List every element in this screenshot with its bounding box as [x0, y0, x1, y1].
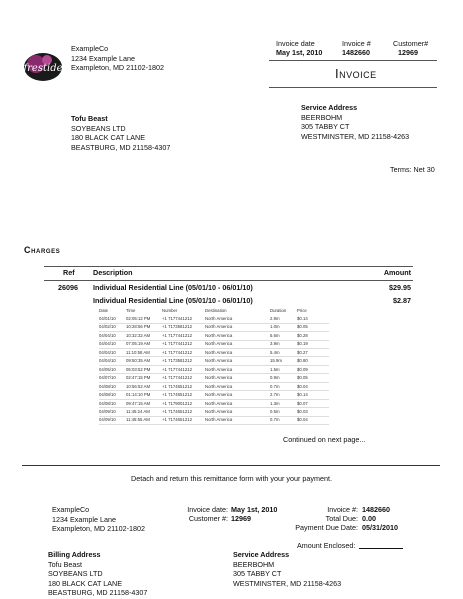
detail-row-divider — [99, 331, 329, 332]
detail-cell-time: 02:05:12 PM — [126, 316, 151, 321]
customer-name: Tofu Beast — [71, 114, 108, 123]
detail-cell-number: +1 7173581212 — [162, 324, 192, 330]
customer-line-3: BEASTBURG, MD 21158-4307 — [71, 142, 171, 152]
customer-line-2: 180 BLACK CAT LANE — [71, 133, 146, 143]
detail-cell-time: 11:45:24 AM — [126, 408, 150, 414]
detail-cell-dur: 1.3m — [270, 400, 280, 406]
service-address-line-3: WESTMINSTER, MD 21158-4263 — [301, 131, 410, 141]
remit-invoice-date-label: Invoice date: — [187, 505, 228, 514]
detail-cell-price: $0.05 — [297, 375, 308, 381]
detail-row-divider — [99, 356, 329, 357]
remit-billing-label: Billing Address — [48, 550, 101, 559]
detail-cell-time: 05:03:52 PM — [126, 366, 151, 372]
detail-cell-number: +1 7173581212 — [162, 358, 192, 364]
detail-cell-number: +1 7177441212 — [162, 349, 192, 355]
service-address-line-1: BEERBOHM — [301, 112, 343, 122]
detail-cell-number: +1 7177441212 — [162, 341, 192, 347]
detail-cell-dur: 1.0m — [270, 324, 280, 330]
remit-company-name: ExampleCo — [52, 505, 90, 514]
detail-cell-price: $0.14 — [297, 392, 308, 398]
detail-cell-number: +1 7174651212 — [162, 417, 192, 423]
detail-cell-time: 10:56:52 AM — [126, 383, 151, 389]
remit-company-address-1: 1234 Example Lane — [52, 514, 116, 524]
call-detail-row — [99, 350, 339, 356]
detail-cell-time: 09:50:35 AM — [126, 358, 151, 364]
charges-rule-mid — [44, 280, 413, 281]
detail-cell-date: 04/08/10 — [99, 392, 116, 398]
detail-cell-date: 04/09/10 — [99, 417, 116, 423]
charge-description: Individual Residential Line (05/01/10 - 06/01/10) — [93, 283, 253, 292]
remit-company-address-2: Exampleton, MD 21102-1802 — [52, 524, 145, 534]
detail-cell-dest: North America — [205, 392, 233, 398]
detail-col-time: Time — [126, 308, 136, 313]
invoice-number-value: 1482660 — [342, 48, 370, 57]
remit-billing-line-4: BEASTBURG, MD 21158-4307 — [48, 588, 148, 598]
detail-cell-dest: North America — [205, 366, 233, 372]
detail-cell-number: +1 7179001212 — [162, 400, 192, 406]
detail-cell-dest: North America — [205, 408, 233, 414]
detail-cell-dest: North America — [205, 332, 233, 338]
detail-cell-date: 04/01/10 — [99, 316, 116, 321]
company-block — [71, 44, 164, 73]
call-detail-row — [99, 341, 339, 347]
detail-row-divider — [99, 373, 329, 374]
detail-cell-date: 04/04/10 — [99, 349, 116, 355]
remit-invoice-date-value: May 1st, 2010 — [231, 505, 278, 514]
detail-cell-dest: North America — [205, 341, 233, 347]
detail-cell-price: $0.04 — [297, 383, 308, 389]
remit-company-block — [52, 505, 145, 534]
remit-payment-due-value: 05/31/2010 — [362, 523, 398, 532]
detail-cell-date: 04/08/10 — [99, 383, 116, 389]
remit-invoice-number-value: 1482660 — [362, 505, 390, 514]
detail-row-divider — [99, 382, 329, 383]
remit-total-due-label: Total Due: — [325, 514, 358, 523]
continued-note: Continued on next page... — [283, 435, 366, 444]
detail-cell-price: $0.09 — [297, 366, 308, 372]
detail-row-divider — [99, 407, 329, 408]
detail-cell-number: +1 7174651212 — [162, 383, 192, 389]
detail-cell-time: 11:45:55 AM — [126, 417, 150, 423]
detail-cell-number: +1 7177441212 — [162, 332, 192, 338]
detail-cell-number: +1 7174651212 — [162, 408, 192, 414]
invoice-date-value: May 1st, 2010 — [276, 48, 323, 57]
detail-cell-time: 02:47:15 PM — [126, 375, 151, 381]
detail-cell-date: 04/02/10 — [99, 324, 116, 330]
detail-cell-dur: 2.7m — [270, 392, 280, 398]
remit-payment-due-label: Payment Due Date: — [295, 523, 358, 532]
remit-billing-block — [48, 550, 147, 598]
remit-billing-line-1: Tofu Beast — [48, 559, 82, 569]
detail-cell-price: $0.28 — [297, 332, 308, 338]
call-detail-row — [99, 384, 339, 390]
detail-cell-time: 07:05:19 AM — [126, 341, 151, 347]
detail-cell-date: 04/09/10 — [99, 408, 116, 414]
detail-cell-date: 04/04/10 — [99, 358, 116, 364]
detail-cell-dest: North America — [205, 316, 233, 321]
detail-cell-price: $0.14 — [297, 316, 308, 321]
call-detail-row — [99, 358, 339, 364]
detail-row-divider — [99, 348, 329, 349]
detail-cell-dest: North America — [205, 349, 233, 355]
charges-rule-top — [44, 266, 413, 267]
col-description: Description — [93, 268, 133, 277]
call-detail-row — [99, 316, 339, 322]
call-detail-headers — [99, 308, 339, 314]
detail-cell-price: $0.80 — [297, 358, 308, 364]
customer-number-label: Customer# — [393, 39, 429, 48]
detail-cell-dest: North America — [205, 375, 233, 381]
detail-cell-dur: 0.5m — [270, 408, 280, 414]
call-detail-row — [99, 417, 339, 423]
charge-description: Individual Residential Line (05/01/10 - 06/01/10) — [93, 296, 253, 305]
detail-cell-dur: 3.9m — [270, 341, 280, 347]
col-amount: Amount — [383, 268, 411, 277]
remit-invoice-number-label: Invoice #: — [327, 505, 358, 514]
detail-row-divider — [99, 416, 329, 417]
remit-billing-line-3: 180 BLACK CAT LANE — [48, 578, 123, 588]
logo-text: frestide — [23, 63, 63, 74]
detail-cell-date: 04/04/10 — [99, 332, 116, 338]
amount-enclosed-label: Amount Enclosed: — [297, 541, 356, 550]
detail-cell-date: 04/07/10 — [99, 375, 116, 381]
company-address-2: Exampleton, MD 21102-1802 — [71, 63, 164, 73]
company-logo — [23, 52, 63, 82]
call-detail-row — [99, 333, 339, 339]
detail-cell-dur: 0.7m — [270, 383, 280, 389]
detail-cell-date: 04/04/10 — [99, 341, 116, 347]
call-detail-row — [99, 375, 339, 381]
detail-col-price: Price — [297, 308, 307, 313]
detail-col-destination: Destination — [205, 308, 227, 313]
call-detail-row — [99, 392, 339, 398]
terms: Terms: Net 30 — [390, 165, 435, 174]
detail-cell-dur: 2.9m — [270, 316, 280, 321]
detail-cell-time: 10:32:32 AM — [126, 332, 151, 338]
detail-col-number: Number — [162, 308, 178, 313]
call-detail-row — [99, 367, 339, 373]
detail-cell-dest: North America — [205, 324, 233, 330]
call-detail-row — [99, 401, 339, 407]
charge-ref: 26096 — [58, 283, 78, 292]
detail-cell-dur: 1.5m — [270, 366, 280, 372]
detail-row-divider — [99, 390, 329, 391]
detail-cell-dur: 0.7m — [270, 417, 280, 423]
detail-cell-number: +1 7174651212 — [162, 392, 192, 398]
detail-cell-time: 01:14:10 PM — [126, 392, 151, 398]
remit-customer-value: 12969 — [231, 514, 251, 523]
service-address-line-2: 305 TABBY CT — [301, 122, 350, 132]
detail-cell-dest: North America — [205, 358, 233, 364]
charge-amount: $29.95 — [389, 283, 411, 292]
invoice-date-label: Invoice date — [276, 39, 315, 48]
remit-service-block — [233, 550, 341, 588]
detail-row-divider — [99, 323, 329, 324]
remit-service-line-3: WESTMINSTER, MD 21158-4263 — [233, 578, 342, 588]
detail-cell-date: 04/05/10 — [99, 366, 116, 372]
service-address-block — [301, 103, 409, 141]
invoice-title: Invoice — [335, 66, 377, 81]
detail-cell-number: +1 7177441212 — [162, 316, 192, 321]
remit-total-due-value: 0.00 — [362, 514, 376, 523]
detail-col-date: Date — [99, 308, 109, 313]
detail-cell-time: 10:28:56 PM — [126, 324, 151, 330]
detail-row-divider — [99, 399, 329, 400]
charge-amount: $2.87 — [393, 296, 411, 305]
detail-cell-dur: 5.4m — [270, 349, 280, 355]
call-detail-row — [99, 324, 339, 330]
detail-cell-time: 11:10:58 AM — [126, 349, 150, 355]
detail-cell-dest: North America — [205, 417, 233, 423]
customer-block — [71, 114, 170, 152]
detach-line — [22, 465, 440, 466]
amount-enclosed-field[interactable] — [359, 548, 403, 549]
detail-cell-price: $0.05 — [297, 324, 308, 330]
header-rule-bottom — [269, 87, 437, 88]
detail-row-divider — [99, 340, 329, 341]
customer-line-1: SOYBEANS LTD — [71, 123, 126, 133]
detail-cell-time: 09:47:15 AM — [126, 400, 151, 406]
detail-cell-dur: 15.9m — [270, 358, 282, 364]
detail-cell-number: +1 7177441212 — [162, 366, 192, 372]
remit-service-line-1: BEERBOHM — [233, 559, 275, 569]
detail-row-divider — [99, 424, 329, 425]
remit-service-label: Service Address — [233, 550, 290, 559]
customer-number-value: 12969 — [398, 48, 418, 57]
detail-col-duration: Duration — [270, 308, 287, 313]
charge-row-2 — [44, 296, 413, 306]
charges-heading: Charges — [24, 245, 61, 255]
remit-service-line-2: 305 TABBY CT — [233, 569, 282, 579]
header-rule-top — [269, 60, 437, 61]
detail-cell-price: $0.03 — [297, 408, 308, 414]
detail-cell-dest: North America — [205, 400, 233, 406]
invoice-number-label: Invoice # — [342, 39, 371, 48]
charges-column-headers — [44, 268, 413, 278]
detail-cell-dur: 0.9m — [270, 375, 280, 381]
company-address-1: 1234 Example Lane — [71, 53, 135, 63]
detail-cell-dest: North America — [205, 383, 233, 389]
detail-cell-price: $0.07 — [297, 400, 308, 406]
service-address-label: Service Address — [301, 103, 358, 112]
detail-cell-number: +1 7177441212 — [162, 375, 192, 381]
detail-cell-price: $0.19 — [297, 341, 308, 347]
company-name: ExampleCo — [71, 44, 109, 53]
remittance-instruction: Detach and return this remittance form with your your payment. — [131, 474, 332, 483]
charge-row-1 — [44, 283, 413, 293]
col-ref: Ref — [63, 268, 75, 277]
detail-row-divider — [99, 365, 329, 366]
detail-cell-price: $0.04 — [297, 417, 308, 423]
remit-billing-line-2: SOYBEANS LTD — [48, 569, 103, 579]
detail-cell-dur: 5.6m — [270, 332, 280, 338]
detail-cell-date: 04/08/10 — [99, 400, 116, 406]
remit-customer-label: Customer #: — [188, 514, 228, 523]
call-detail-row — [99, 409, 339, 415]
detail-cell-price: $0.27 — [297, 349, 308, 355]
